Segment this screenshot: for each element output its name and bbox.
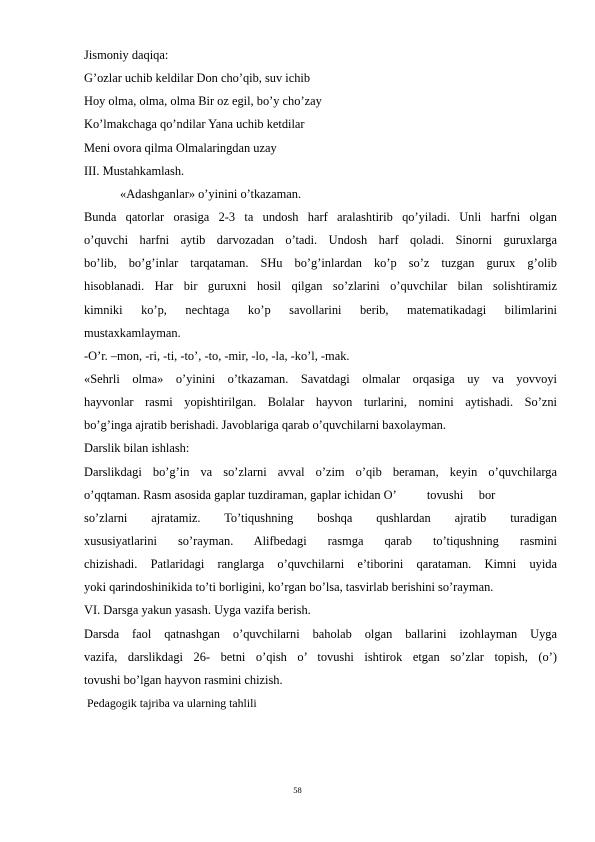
paragraph-line: o’quvchi harfni aytib darvozadan o’tadi. Undosh harf qoladi. Sinorni guruxlarga: [84, 233, 557, 248]
paragraph-line: hayvonlar rasmi yopishtirilgan. Bolalar hayvon turlarini, nomini aytishadi. So’zni: [84, 395, 557, 410]
game-title-adashganlar: «Adashganlar» o’yinini o’tkazaman.: [120, 186, 302, 201]
document-page: [84, 44, 557, 715]
poem-line-3: Ko’lmakchaga qo’ndilar Yana uchib ketdilar: [84, 117, 305, 132]
poem-line-2: Hoy olma, olma, olma Bir oz egil, bo’y cho’zay: [84, 94, 322, 109]
heading-textbook-work: Darslik bilan ishlash:: [84, 441, 190, 456]
paragraph-line: bo’g’inga ajratib berishadi. Javoblariga qarab o’quvchilarni baxolayman.: [84, 418, 446, 433]
paragraph-line: «Sehrli olma» o’yinini o’tkazaman. Savatdagi olmalar orqasiga uy va yovvoyi: [84, 371, 557, 386]
paragraph-line: Darsda faol qatnashgan o’quvchilarni baholab olgan ballarini izohlayman Uyga: [84, 626, 557, 641]
heading-physical-minute: Jismoniy daqiqa:: [84, 48, 169, 62]
paragraph-line: yoki qarindoshinikida to’ti borligini, ko’rgan bo’lsa, tasvirlab berishini so’rayman.: [84, 580, 494, 595]
section-heading-summary: VI. Darsga yakun yasash. Uyga vazifa berish.: [84, 603, 311, 618]
paragraph-line: Darslikdagi bo’g’in va so’zlarni avval o’zim o’qib beraman, keyin o’quvchilarga: [84, 464, 557, 479]
paragraph-line: hisoblanadi. Har bir guruxni hosil qilgan so’zlarini o’quvchilar bilan solishtiramiz: [84, 279, 557, 294]
paragraph-line: chizishadi. Patlaridagi ranglarga o’quvchilarni e’tiborini qarataman. Kimni uyida: [84, 557, 557, 572]
syllable-list: -O’r. –mon, -ri, -ti, -to’, -to, -mir, -lo, -la, -ko’l, -mak.: [84, 348, 350, 363]
section-heading-consolidation: III. Mustahkamlash.: [84, 163, 185, 178]
paragraph-line: mustaxkamlayman.: [84, 325, 181, 340]
paragraph-line: xususiyatlarini so’rayman. Alifbedagi rasmga qarab to’tiqushning rasmini: [84, 533, 557, 548]
paragraph-line: bo’lib, bo’g’inlar tarqataman. SHu bo’g’inlardan ko’p so’z tuzgan gurux g’olib: [84, 256, 557, 271]
page-number: 58: [293, 785, 302, 795]
paragraph-line: vazifa, darslikdagi 26- betni o’qish o’ tovushi ishtirok etgan so’zlar topish, (o’): [84, 649, 557, 664]
paragraph-line: so’zlarni ajratamiz. To’tiqushning boshqa qushlardan ajratib turadigan: [84, 510, 557, 525]
poem-line-1: G’ozlar uchib keldilar Don cho’qib, suv ichib: [84, 71, 311, 86]
paragraph-line: kimniki ko’p, nechtaga ko’p savollarini berib, matematikadagi bilimlarini: [84, 302, 557, 317]
section-heading-pedagogical-analysis: Pedagogik tajriba va ularning tahlili: [84, 695, 257, 710]
paragraph-line: Bunda qatorlar orasiga 2-3 ta undosh harf aralashtirib qo’yiladi. Unli harfni olgan: [84, 209, 557, 224]
paragraph-line: tovushi bo’lgan hayvon rasmini chizish.: [84, 672, 283, 687]
paragraph-line: o’qqtaman. Rasm asosida gaplar tuzdiraman, gaplar ichidan O’ tovushi bor: [84, 487, 496, 502]
poem-line-4: Meni ovora qilma Olmalaringdan uzay: [84, 140, 277, 155]
